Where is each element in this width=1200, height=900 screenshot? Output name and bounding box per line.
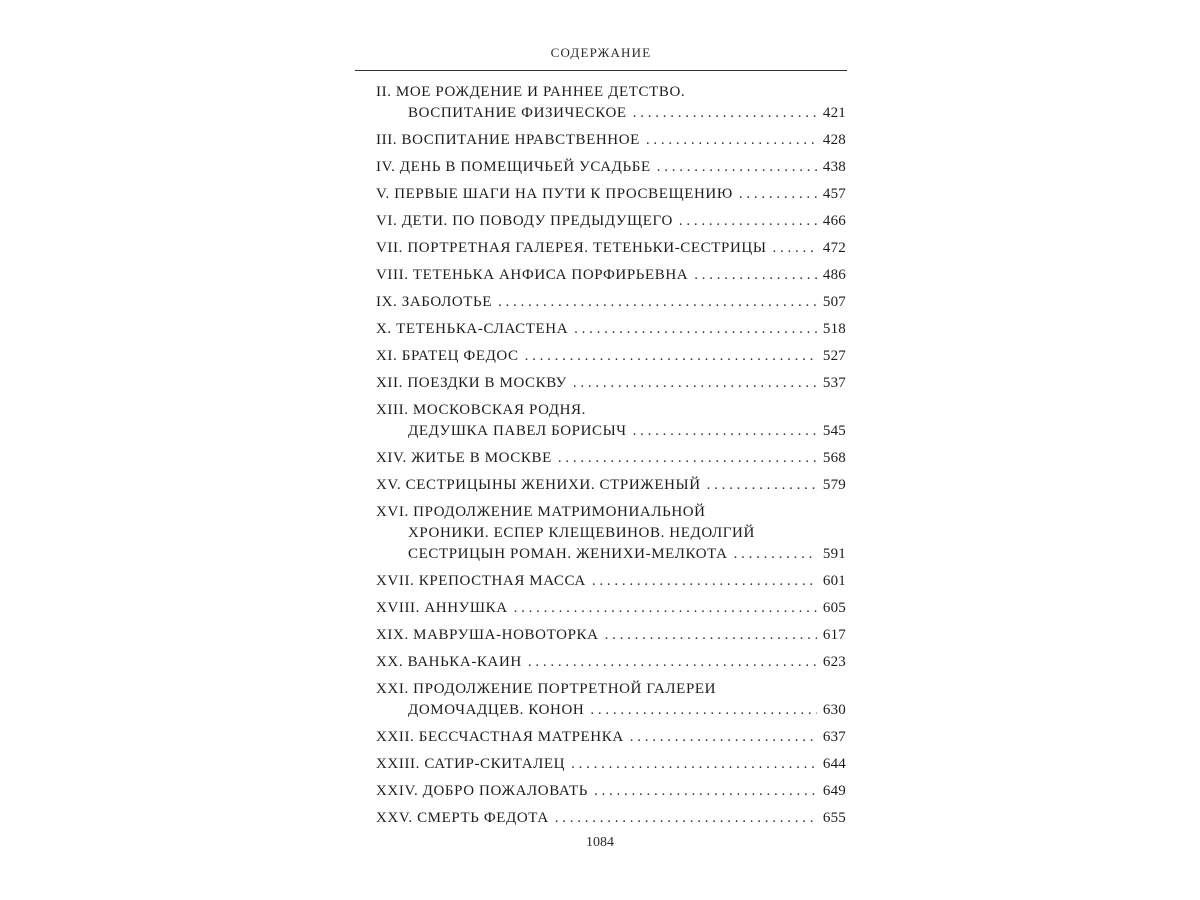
toc-entry-page: 438 <box>822 159 846 175</box>
toc-entry-line <box>376 211 846 232</box>
toc-entry <box>376 346 846 367</box>
toc-entry <box>376 82 846 124</box>
toc-entry-line <box>376 292 846 313</box>
toc-entry-title: XXIV. ДОБРО ПОЖАЛОВАТЬ <box>376 783 588 799</box>
toc-entry-title: II. МОЕ РОЖДЕНИЕ И РАННЕЕ ДЕТСТВО. <box>376 84 686 100</box>
toc-entry-title: XIX. МАВРУША-НОВОТОРКА <box>376 627 599 643</box>
toc-entry-title: СЕСТРИЦЫН РОМАН. ЖЕНИХИ-МЕЛКОТА <box>408 546 728 562</box>
toc-entry-line <box>376 544 846 565</box>
toc-entry-line <box>376 82 846 103</box>
dot-leader <box>573 373 817 394</box>
dot-leader <box>571 754 817 775</box>
toc-entry-page: 545 <box>822 423 846 439</box>
toc-entry <box>376 502 846 565</box>
toc-entry-title: X. ТЕТЕНЬКА-СЛАСТЕНА <box>376 321 569 337</box>
dot-leader <box>734 544 817 565</box>
dot-leader <box>679 211 817 232</box>
toc-entry-page: 568 <box>822 450 846 466</box>
dot-leader <box>773 238 817 259</box>
toc-entry-title: V. ПЕРВЫЕ ШАГИ НА ПУТИ К ПРОСВЕЩЕНИЮ <box>376 186 733 202</box>
dot-leader <box>657 157 817 178</box>
toc-entry-title: ДОМОЧАДЦЕВ. КОНОН <box>408 702 585 718</box>
toc-entry-page: 649 <box>822 783 846 799</box>
toc-entry-line <box>376 523 846 544</box>
toc-entry-title: VII. ПОРТРЕТНАЯ ГАЛЕРЕЯ. ТЕТЕНЬКИ-СЕСТРИЦЫ <box>376 240 767 256</box>
toc-entry-page: 537 <box>822 375 846 391</box>
toc-entry <box>376 292 846 313</box>
dot-leader <box>707 475 817 496</box>
toc-entry-title: XIV. ЖИТЬЕ В МОСКВЕ <box>376 450 552 466</box>
toc-entry <box>376 475 846 496</box>
dot-leader <box>525 346 817 367</box>
page-number: 1084 <box>586 835 614 850</box>
toc-entry-page: 466 <box>822 213 846 229</box>
dot-leader <box>594 781 817 802</box>
toc-entry <box>376 130 846 151</box>
toc-entry-line <box>376 373 846 394</box>
dot-leader <box>528 652 817 673</box>
toc-entry-page: 507 <box>822 294 846 310</box>
toc-entry-page: 457 <box>822 186 846 202</box>
dot-leader <box>633 421 817 442</box>
toc-entry-page: 421 <box>822 105 846 121</box>
toc-entry-title: III. ВОСПИТАНИЕ НРАВСТВЕННОЕ <box>376 132 640 148</box>
toc-entry-line <box>376 571 846 592</box>
toc-entry-line <box>376 700 846 721</box>
toc-entry-line <box>376 808 846 829</box>
toc-entry-page: 623 <box>822 654 846 670</box>
toc-entry-line <box>376 652 846 673</box>
toc-entry-title: ДЕДУШКА ПАВЕЛ БОРИСЫЧ <box>408 423 627 439</box>
toc-entry-line <box>376 130 846 151</box>
toc-entry-line <box>376 400 846 421</box>
toc-entry-title: XI. БРАТЕЦ ФЕДОС <box>376 348 519 364</box>
toc-entry-title: XVIII. АННУШКА <box>376 600 508 616</box>
toc-entry <box>376 400 846 442</box>
toc-entry-page: 527 <box>822 348 846 364</box>
toc-entry-title: ХРОНИКИ. ЕСПЕР КЛЕЩЕВИНОВ. НЕДОЛГИЙ <box>408 525 755 541</box>
toc-entry-line <box>376 679 846 700</box>
toc-entry <box>376 598 846 619</box>
dot-leader <box>498 292 817 313</box>
header-rule <box>355 70 847 71</box>
toc-entry <box>376 157 846 178</box>
toc-entry-title: XV. СЕСТРИЦЫНЫ ЖЕНИХИ. СТРИЖЕНЫЙ <box>376 477 701 493</box>
toc-entry <box>376 781 846 802</box>
toc-entry-line <box>376 727 846 748</box>
toc-entry <box>376 625 846 646</box>
dot-leader <box>694 265 817 286</box>
dot-leader <box>739 184 817 205</box>
toc-entry-line <box>376 184 846 205</box>
toc-entry-page: 472 <box>822 240 846 256</box>
toc-entry-page: 579 <box>822 477 846 493</box>
toc-entry-line <box>376 502 846 523</box>
toc-entry-line <box>376 781 846 802</box>
toc-entry <box>376 319 846 340</box>
toc-entry-page: 486 <box>822 267 846 283</box>
toc-entry-title: XXIII. САТИР-СКИТАЛЕЦ <box>376 756 566 772</box>
toc-entry <box>376 448 846 469</box>
toc-entry <box>376 571 846 592</box>
toc-entry <box>376 652 846 673</box>
toc-entry-page: 617 <box>822 627 846 643</box>
toc-entry-title: VI. ДЕТИ. ПО ПОВОДУ ПРЕДЫДУЩЕГО <box>376 213 673 229</box>
toc-entry-line <box>376 238 846 259</box>
dot-leader <box>592 571 817 592</box>
toc-entry-line <box>376 265 846 286</box>
toc-entry-title: VIII. ТЕТЕНЬКА АНФИСА ПОРФИРЬЕВНА <box>376 267 689 283</box>
toc-entry-line <box>376 103 846 124</box>
toc-entry <box>376 238 846 259</box>
toc-entry-title: XIII. МОСКОВСКАЯ РОДНЯ. <box>376 402 586 418</box>
dot-leader <box>574 319 817 340</box>
toc-entry-page: 601 <box>822 573 846 589</box>
dot-leader <box>555 808 817 829</box>
toc-entry-title: XVII. КРЕПОСТНАЯ МАССА <box>376 573 586 589</box>
dot-leader <box>590 700 817 721</box>
table-of-contents <box>376 82 846 835</box>
dot-leader <box>558 448 817 469</box>
toc-entry-line <box>376 754 846 775</box>
toc-entry-title: XX. ВАНЬКА-КАИН <box>376 654 522 670</box>
toc-entry-line <box>376 319 846 340</box>
toc-entry-page: 630 <box>822 702 846 718</box>
dot-leader <box>514 598 817 619</box>
toc-entry <box>376 754 846 775</box>
toc-entry-page: 518 <box>822 321 846 337</box>
toc-entry-title: ВОСПИТАНИЕ ФИЗИЧЕСКОЕ <box>408 105 627 121</box>
toc-entry-page: 428 <box>822 132 846 148</box>
toc-entry-title: XXV. СМЕРТЬ ФЕДОТА <box>376 810 549 826</box>
toc-entry <box>376 211 846 232</box>
toc-entry-title: XVI. ПРОДОЛЖЕНИЕ МАТРИМОНИАЛЬНОЙ <box>376 504 706 520</box>
dot-leader <box>630 727 817 748</box>
toc-entry-line <box>376 448 846 469</box>
toc-entry <box>376 373 846 394</box>
dot-leader <box>646 130 817 151</box>
toc-entry-title: XXI. ПРОДОЛЖЕНИЕ ПОРТРЕТНОЙ ГАЛЕРЕИ <box>376 681 717 697</box>
toc-entry-page: 591 <box>822 546 846 562</box>
toc-entry <box>376 184 846 205</box>
toc-entry <box>376 808 846 829</box>
dot-leader <box>633 103 817 124</box>
toc-entry <box>376 265 846 286</box>
toc-entry-title: XXII. БЕССЧАСТНАЯ МАТРЕНКА <box>376 729 624 745</box>
toc-entry <box>376 679 846 721</box>
running-head: СОДЕРЖАНИЕ <box>550 45 652 60</box>
toc-entry-line <box>376 346 846 367</box>
toc-entry-line <box>376 475 846 496</box>
dot-leader <box>605 625 817 646</box>
toc-entry-title: IX. ЗАБОЛОТЬЕ <box>376 294 493 310</box>
toc-entry-page: 655 <box>822 810 846 826</box>
toc-entry-page: 605 <box>822 600 846 616</box>
toc-entry-line <box>376 625 846 646</box>
toc-entry <box>376 727 846 748</box>
toc-entry-page: 637 <box>822 729 846 745</box>
toc-entry-title: IV. ДЕНЬ В ПОМЕЩИЧЬЕЙ УСАДЬБЕ <box>376 159 651 175</box>
toc-entry-line <box>376 598 846 619</box>
toc-entry-line <box>376 157 846 178</box>
toc-entry-title: XII. ПОЕЗДКИ В МОСКВУ <box>376 375 567 391</box>
toc-entry-line <box>376 421 846 442</box>
toc-entry-page: 644 <box>822 756 846 772</box>
